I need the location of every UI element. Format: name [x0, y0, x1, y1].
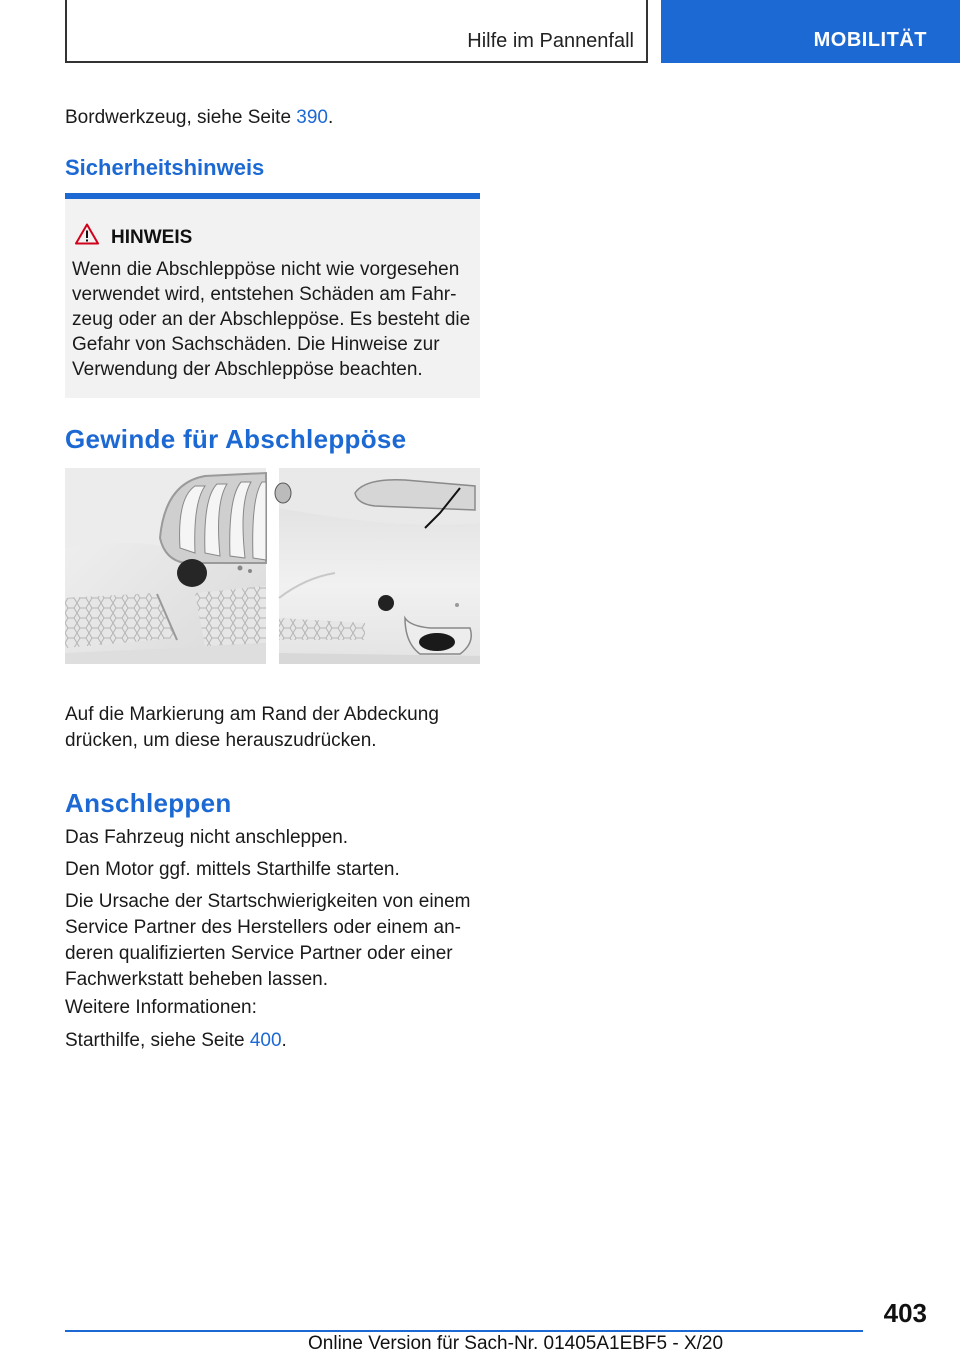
towing-paragraph-1: Das Fahrzeug nicht anschleppen.	[65, 827, 349, 848]
header-chapter-title: MOBILITÄT	[813, 29, 927, 51]
warning-triangle-icon	[75, 223, 99, 245]
safety-heading: Sicherheitshinweis	[65, 155, 265, 180]
page-number: 403	[883, 1298, 927, 1328]
header-section-box	[65, 0, 648, 63]
thread-heading: Gewinde für Abschleppöse	[65, 424, 407, 454]
notice-title: HINWEIS	[111, 227, 193, 248]
footer-divider	[65, 1330, 863, 1332]
page-link-390[interactable]: 390	[296, 107, 328, 128]
page-link-400[interactable]: 400	[249, 1030, 282, 1051]
footer-version: Online Version für Sach-Nr. 01405A1EBF5 - X/20	[308, 1333, 724, 1354]
notice-body: Wenn die Abschleppöse nicht wie vorgesehen verwendet wird, entstehen Schäden am Fahr- zeug oder an der Abschleppöse. Es besteht die Gefahr von Sachschäden. Die Hinweise zur Verwendung der Abschleppöse beachten.	[72, 259, 471, 380]
header-chapter-tab[interactable]	[661, 0, 960, 63]
header-section-title: Hilfe im Pannenfall	[467, 30, 634, 52]
thread-caption: Auf die Markierung am Rand der Abdeckung drücken, um diese herauszudrücken.	[65, 704, 439, 751]
towing-paragraph-3: Die Ursache der Startschwierigkeiten von einem Service Partner des Herstellers oder einem an- deren qualifizierten Service Partner oder einer Fachwerkstatt beheben lassen.	[65, 891, 471, 990]
tow-eye-cover-illustration	[65, 468, 480, 664]
towing-paragraph-5: Starthilfe, siehe Seite 400.	[65, 1030, 287, 1051]
towing-heading: Anschleppen	[65, 788, 232, 818]
towing-paragraph-4: Weitere Informationen:	[65, 997, 257, 1018]
intro-paragraph: Bordwerkzeug, siehe Seite 390.	[65, 107, 334, 128]
notice-box	[65, 193, 480, 398]
towing-paragraph-2: Den Motor ggf. mittels Starthilfe starten.	[65, 859, 400, 880]
